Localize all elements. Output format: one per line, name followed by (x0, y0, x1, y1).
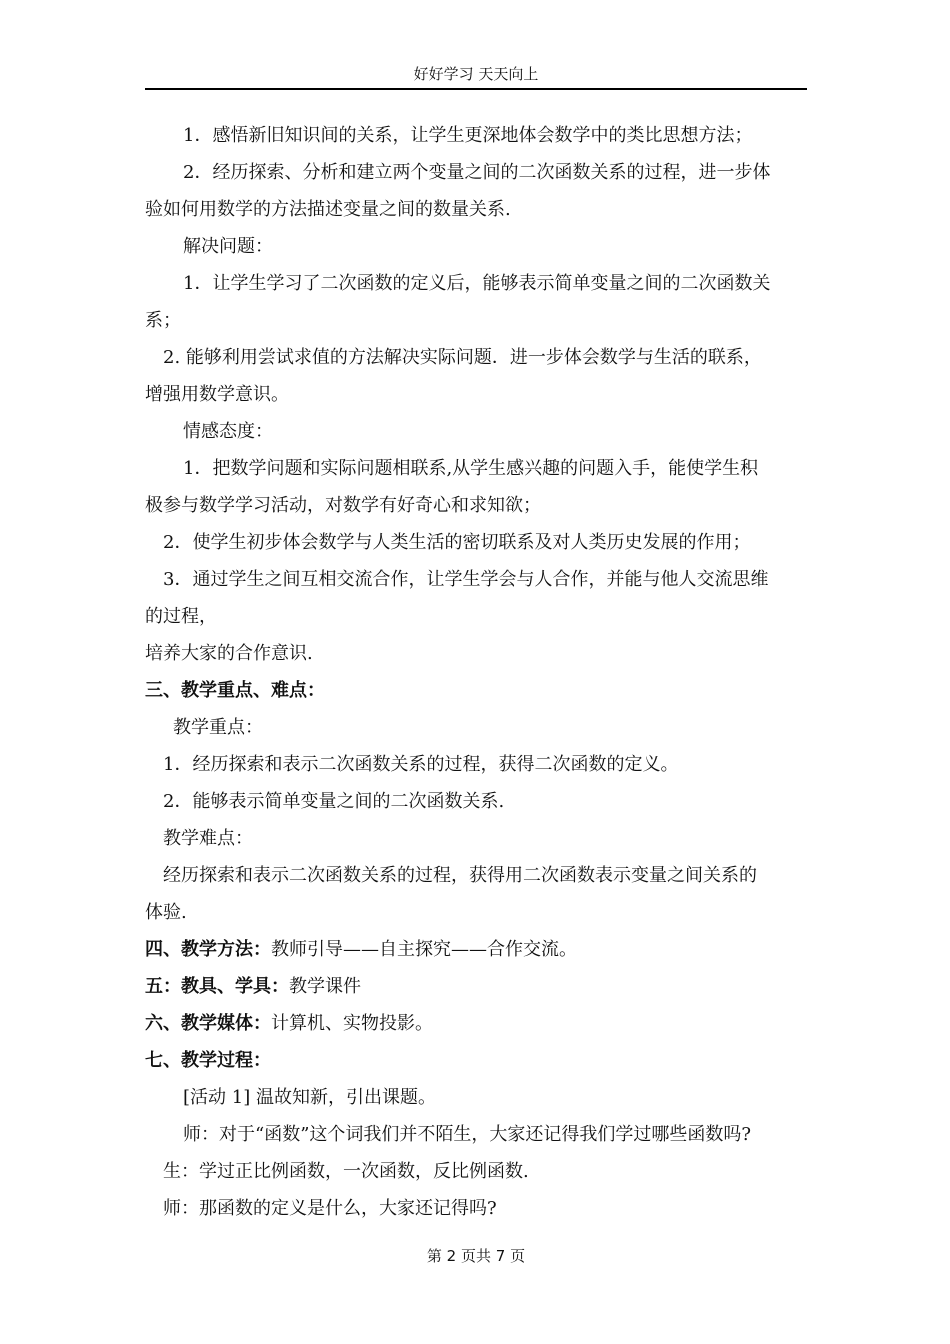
section-value: 教学课件 (289, 976, 361, 997)
section-line (145, 974, 810, 1000)
text-line: 培养大家的合作意识. (145, 643, 313, 664)
header-rule (145, 88, 807, 90)
text-line: 极参与数学学习活动，对数学有好奇心和求知欲； (145, 495, 541, 516)
text-line: 2. 能够利用尝试求值的方法解决实际问题．进一步体会数学与生活的联系， (163, 347, 762, 368)
text-line: 情感态度： (183, 421, 273, 442)
text-line: 师：那函数的定义是什么，大家还记得吗? (163, 1198, 497, 1219)
text-line: 1．感悟新旧知识间的关系，让学生更深地体会数学中的类比思想方法； (183, 125, 753, 146)
text-line: 教学重点： (173, 717, 263, 738)
section-value: 教师引导——自主探究——合作交流。 (271, 939, 577, 960)
section-value: 计算机、实物投影。 (271, 1013, 433, 1034)
section-heading: 五：教具、学具： (145, 976, 289, 997)
text-line: 1．把数学问题和实际问题相联系,从学生感兴趣的问题入手，能使学生积 (183, 458, 759, 479)
text-line: [活动 1] 温故知新，引出课题。 (183, 1087, 436, 1108)
text-line: 体验. (145, 902, 187, 923)
section-heading: 四、教学方法： (145, 939, 271, 960)
text-line: 增强用数学意识。 (145, 384, 289, 405)
page-footer: 第 2 页共 7 页 (426, 1247, 526, 1265)
text-line: 解决问题： (183, 236, 273, 257)
text-line: 3．通过学生之间互相交流合作，让学生学会与人合作，并能与他人交流思维 (163, 569, 769, 590)
text-line: 系； (145, 310, 181, 331)
text-line: 1．经历探索和表示二次函数关系的过程，获得二次函数的定义。 (163, 754, 679, 775)
text-line: 师：对于“函数”这个词我们并不陌生，大家还记得我们学过哪些函数吗? (183, 1124, 752, 1145)
text-line: 1．让学生学习了二次函数的定义后，能够表示简单变量之间的二次函数关 (183, 273, 771, 294)
text-line: 经历探索和表示二次函数关系的过程，获得用二次函数表示变量之间关系的 (163, 865, 757, 886)
page-header: 好好学习 天天向上 (413, 65, 539, 83)
text-line: 教学难点： (163, 828, 253, 849)
section-heading: 七、教学过程： (145, 1050, 271, 1071)
section-heading: 六、教学媒体： (145, 1013, 271, 1034)
text-line: 验如何用数学的方法描述变量之间的数量关系. (145, 199, 511, 220)
section-heading: 三、教学重点、难点： (145, 680, 325, 701)
text-line: 的过程， (145, 606, 217, 627)
text-line: 2．使学生初步体会数学与人类生活的密切联系及对人类历史发展的作用； (163, 532, 751, 553)
text-line: 生：学过正比例函数，一次函数，反比例函数. (163, 1161, 529, 1182)
section-line (145, 1011, 810, 1037)
section-line (145, 937, 810, 963)
text-line: 2．能够表示简单变量之间的二次函数关系. (163, 791, 505, 812)
text-line: 2．经历探索、分析和建立两个变量之间的二次函数关系的过程，进一步体 (183, 162, 771, 183)
